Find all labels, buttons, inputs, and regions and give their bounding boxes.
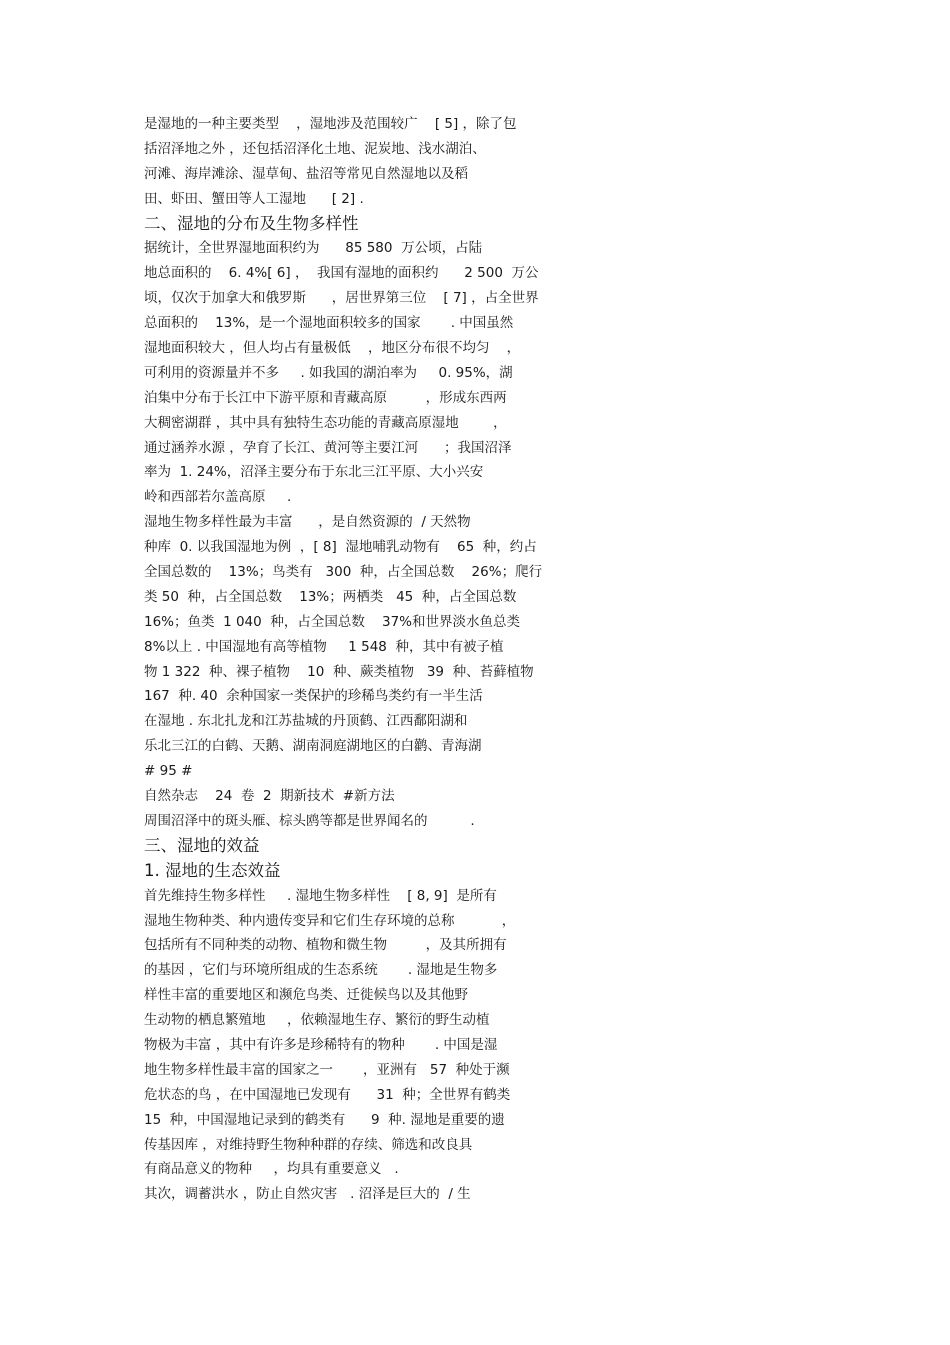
text-line: 河滩、海岸滩涂、湿草甸、盐沼等常见自然湿地以及稻: [144, 165, 468, 182]
document-page: [144, 112, 624, 1207]
text-line: 率为 1. 24%，沼泽主要分布于东北三江平原、大小兴安: [144, 464, 484, 481]
text-line: 通过涵养水源 ，孕育了长江、黄河等主要江河 ；我国沼泽: [144, 439, 512, 456]
text-line: 可利用的资源量并不多 . 如我国的湖泊率为 0. 95%，湖: [144, 364, 513, 381]
text-line: 田、虾田、蟹田等人工湿地 [ 2] .: [144, 190, 364, 207]
text-line: 自然杂志 24 卷 2 期新技术 #新方法: [144, 788, 395, 805]
text-line: 湿地面积较大 ，但人均占有量极低 ，地区分布很不均匀 ，: [144, 340, 521, 357]
text-line: 岭和西部若尔盖高原 .: [144, 489, 292, 506]
text-line: 传基因库 ，对维持野生物种种群的存续、筛选和改良具: [144, 1136, 473, 1153]
text-line: 在湿地 . 东北扎龙和江苏盐城的丹顶鹤、江西鄱阳湖和: [144, 713, 468, 730]
text-line: 生动物的栖息繁殖地 ，依赖湿地生存、繁衍的野生动植: [144, 1012, 490, 1029]
text-line: 湿地生物多样性最为丰富 ，是自然资源的 / 天然物: [144, 514, 471, 531]
text-line: 地总面积的 6. 4%[ 6] ， 我国有湿地的面积约 2 500 万公: [144, 265, 539, 282]
text-line: 15 种，中国湿地记录到的鹤类有 9 种. 湿地是重要的遗: [144, 1111, 505, 1128]
text-line: 167 种. 40 余种国家一类保护的珍稀鸟类约有一半生活: [144, 688, 483, 705]
section-heading: 1. 湿地的生态效益: [144, 860, 281, 880]
text-line: 首先维持生物多样性 . 湿地生物多样性 [ 8, 9] 是所有: [144, 887, 497, 904]
text-line: 括沼泽地之外 ，还包括沼泽化土地、泥炭地、浅水湖泊、: [144, 140, 486, 157]
text-line: 泊集中分布于长江中下游平原和青藏高原 ，形成东西两: [144, 389, 507, 406]
text-line: 全国总数的 13%；鸟类有 300 种，占全国总数 26%；爬行: [144, 564, 543, 581]
text-line: 16%；鱼类 1 040 种，占全国总数 37%和世界淡水鱼总类: [144, 613, 520, 630]
text-line: 据统计，全世界湿地面积约为 85 580 万公顷，占陆: [144, 240, 483, 257]
text-line: 的基因 ，它们与环境所组成的生态系统 . 湿地是生物多: [144, 962, 498, 979]
text-line: 湿地生物种类、种内遗传变异和它们生存环境的总称 ，: [144, 912, 516, 929]
text-line: 有商品意义的物种 ，均具有重要意义 .: [144, 1161, 399, 1178]
text-line: 类 50 种，占全国总数 13%；两栖类 45 种，占全国总数: [144, 588, 517, 605]
text-line: 危状态的鸟 ，在中国湿地已发现有 31 种；全世界有鹤类: [144, 1086, 511, 1103]
text-line: 物 1 322 种、裸子植物 10 种、蕨类植物 39 种、苔藓植物: [144, 663, 534, 680]
text-line: 物极为丰富 ，其中有许多是珍稀特有的物种 . 中国是湿: [144, 1036, 498, 1053]
text-line: 总面积的 13%，是一个湿地面积较多的国家 . 中国虽然: [144, 315, 514, 332]
text-line: # 95 #: [144, 763, 193, 780]
section-heading: 三、湿地的效益: [144, 835, 260, 855]
text-line: 样性丰富的重要地区和濒危鸟类、迁徙候鸟以及其他野: [144, 987, 468, 1004]
text-line: 种库 0. 以我国湿地为例 ，[ 8] 湿地哺乳动物有 65 种，约占: [144, 539, 537, 556]
text-line: 是湿地的一种主要类型 ，湿地涉及范围较广 [ 5] ，除了包: [144, 116, 517, 132]
text-line: 顷，仅次于加拿大和俄罗斯 ，居世界第三位 [ 7] ，占全世界: [144, 290, 539, 307]
text-line: 其次，调蓄洪水 ，防止自然灾害 . 沼泽是巨大的 / 生: [144, 1186, 471, 1203]
text-line: 包括所有不同种类的动物、植物和微生物 ，及其所拥有: [144, 937, 507, 954]
text-line: 大稠密湖群 ，其中具有独特生态功能的青藏高原湿地 ，: [144, 414, 507, 431]
text-line: 地生物多样性最丰富的国家之一 ，亚洲有 57 种处于濒: [144, 1061, 510, 1078]
text-line: 周围沼泽中的斑头雁、棕头鸥等都是世界闻名的 .: [144, 812, 475, 829]
text-line: 8%以上 . 中国湿地有高等植物 1 548 种，其中有被子植: [144, 638, 504, 655]
section-heading: 二、湿地的分布及生物多样性: [144, 213, 359, 233]
text-line: 乐北三江的白鹤、天鹅、湖南洞庭湖地区的白鹳、青海湖: [144, 738, 482, 755]
